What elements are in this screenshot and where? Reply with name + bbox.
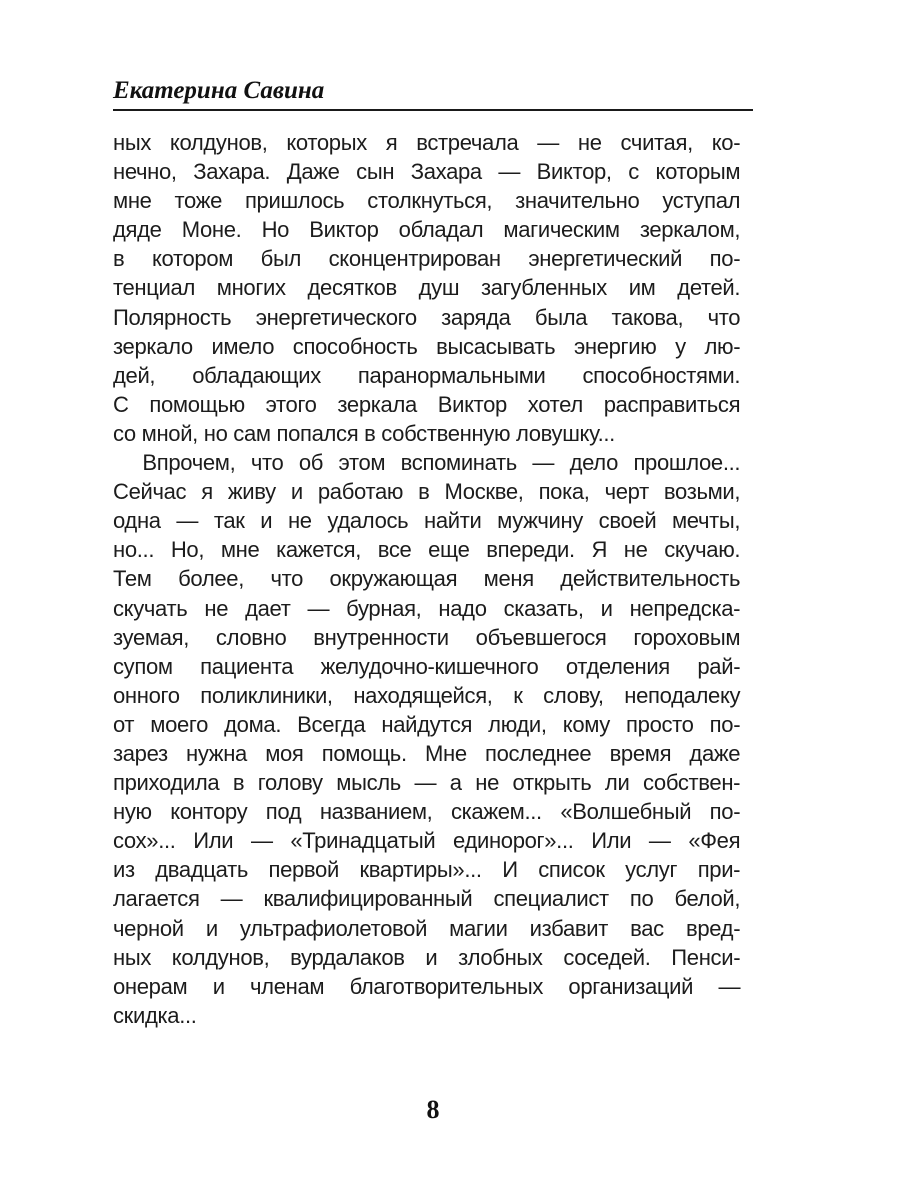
text-line: ных колдунов, вурдалаков и злобных соседей. Пенси-: [113, 944, 741, 970]
text-line: Тем более, что окружающая меня действительность: [113, 566, 741, 592]
text-line: онерам и членам благотворительных организаций —: [113, 973, 741, 999]
text-line: скучать не дает — бурная, надо сказать, и непредска-: [113, 595, 741, 621]
paragraph-1: [113, 128, 740, 448]
text-line: мне тоже пришлось столкнуться, значительно уступал: [113, 188, 741, 214]
text-line: зуемая, словно внутренности объевшегося гороховым: [113, 624, 741, 650]
text-line: одна — так и не удалось найти мужчину своей мечты,: [113, 508, 741, 534]
text-line: ную контору под названием, скажем... «Волшебный по-: [113, 799, 741, 825]
body-text: [113, 128, 740, 1030]
text-line: Впрочем, что об этом вспоминать — дело прошлое...: [142, 450, 741, 476]
text-line: С помощью этого зеркала Виктор хотел расправиться: [113, 391, 741, 417]
text-line: приходила в голову мысль — а не открыть ли собствен-: [113, 770, 741, 796]
text-line: зарез нужна моя помощь. Мне последнее время даже: [113, 740, 741, 766]
text-line: но... Но, мне кажется, все еще впереди. Я не скучаю.: [113, 537, 741, 563]
text-line: супом пациента желудочно-кишечного отделения рай-: [113, 653, 741, 679]
text-line: в котором был сконцентрирован энергетический по-: [113, 246, 741, 272]
text-line: Полярность энергетического заряда была такова, что: [113, 304, 741, 330]
text-line: сох»... Или — «Тринадцатый единорог»... Или — «Фея: [113, 828, 741, 854]
text-line: лагается — квалифицированный специалист по белой,: [113, 886, 741, 912]
text-line: зеркало имело способность высасывать энергию у лю-: [113, 333, 741, 359]
text-line: скидка...: [113, 1002, 197, 1028]
text-line: Сейчас я живу и работаю в Москве, пока, черт возьми,: [113, 479, 741, 505]
paragraph-2: [113, 448, 740, 1030]
page-number: 8: [426, 1095, 440, 1124]
text-line: ных колдунов, которых я встречала — не считая, ко-: [113, 130, 741, 155]
text-line: дяде Моне. Но Виктор обладал магическим зеркалом,: [113, 217, 741, 243]
text-line: онного поликлиники, находящейся, к слову, неподалеку: [113, 682, 741, 708]
text-line: тенциал многих десятков душ загубленных им детей.: [113, 275, 741, 301]
text-line: нечно, Захара. Даже сын Захара — Виктор, с которым: [113, 159, 741, 185]
text-line: черной и ультрафиолетовой магии избавит вас вред-: [113, 915, 741, 941]
text-line: со мной, но сам попался в собственную ловушку...: [113, 420, 615, 446]
header-rule: [113, 109, 753, 111]
text-line: из двадцать первой квартиры»... И список услуг при-: [113, 857, 741, 883]
text-line: от моего дома. Всегда найдутся люди, кому просто по-: [113, 711, 741, 737]
running-head-author: Екатерина Савина: [113, 77, 325, 104]
text-line: дей, обладающих паранормальными способностями.: [113, 362, 741, 388]
